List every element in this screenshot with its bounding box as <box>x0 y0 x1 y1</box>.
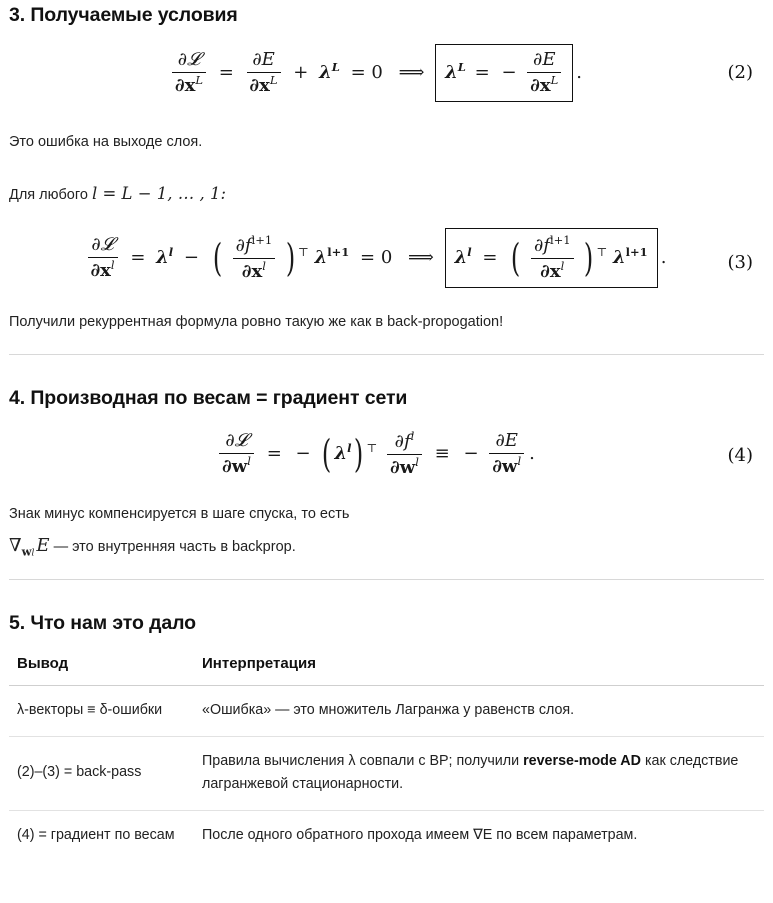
eq3-lhs-numerator: ∂𝓛 <box>88 235 118 258</box>
eq2-period: . <box>576 62 583 84</box>
divider-after-section-4 <box>9 579 764 580</box>
eq3-lambda: $\lambda^l$ <box>156 245 174 269</box>
eq4-equivalent: ≡ <box>434 443 450 465</box>
eq2-boxed-minus: − <box>501 62 517 84</box>
interpretation-text: Правила вычисления λ совпали с BP; получили <box>202 752 524 769</box>
eq3-period: . <box>660 247 667 269</box>
eq3-paren-open: ( <box>212 235 222 281</box>
table-cell-term: (2)–(3) = back-pass <box>9 736 194 810</box>
eq2-lhs-denominator: $\partial x^L$ <box>174 72 203 96</box>
interpretation-text-tail: как следствие лагранжевой стационарности. <box>202 752 739 793</box>
eq4-paren-open: ( <box>322 431 332 477</box>
table-header-row <box>9 655 764 686</box>
eq2-equals-1: = <box>218 62 234 84</box>
table-body <box>9 686 764 861</box>
eq3-jacobian-numerator: $\partial f^{l+1}$ <box>233 234 276 259</box>
eq4-lhs-numerator: ∂𝓛 <box>219 431 254 454</box>
eq2-boxed-numerator: ∂E <box>527 50 561 73</box>
paragraph-error-at-layer-output: Это ошибка на выходе слоя. <box>9 134 203 150</box>
eq4-equals: = <box>266 443 282 465</box>
eq2-boxed-result <box>435 44 573 102</box>
eq4-f-fraction <box>387 430 422 478</box>
summary-table-container <box>9 655 764 860</box>
eq4-minus-2: − <box>463 443 479 465</box>
table-row <box>9 736 764 810</box>
eq4-period: . <box>529 443 535 465</box>
eq3-equals-zero: = 0 <box>360 247 393 269</box>
eq3-lhs-fraction <box>88 235 118 281</box>
eq3-lambda-next: $\lambda^{l+1}$ <box>314 245 350 269</box>
eq3-lhs-denominator: $\partial x^l$ <box>90 257 115 281</box>
for-any-range: l = L − 1, … , 1: <box>91 184 227 203</box>
eq3-boxed-lambda-next: $\lambda^{l+1}$ <box>613 245 648 269</box>
eq4-transpose: ⊤ <box>366 441 378 456</box>
paragraph-minus-sign-compensation: Знак минус компенсируется в шаге спуска, то есть <box>9 506 350 522</box>
eq4-f-numerator: $\partial f^l$ <box>387 430 422 455</box>
eq4-lambda: $\lambda^l$ <box>334 441 352 465</box>
eq2-plus: + <box>293 62 309 84</box>
table-cell-interpretation <box>194 736 764 810</box>
eq3-equals-1: = <box>130 247 146 269</box>
interpretation-emphasis: reverse-mode AD <box>523 752 641 769</box>
interpretation-text: «Ошибка» — это множитель Лагранжа у равенств слоя. <box>202 702 575 718</box>
equation-3 <box>0 228 755 288</box>
table-header-conclusion: Вывод <box>9 655 194 686</box>
equation-4-tag: (4) <box>727 445 753 466</box>
section-heading-3: 3. Получаемые условия <box>9 4 238 26</box>
nabla-w-E-symbol: $\nabla_{wl}$ E <box>9 535 50 559</box>
for-any-label: Для любого <box>9 187 88 203</box>
paragraph-for-any-l <box>9 181 226 207</box>
table-cell-interpretation <box>194 686 764 737</box>
eq3-jacobian-fraction <box>233 234 276 282</box>
eq2-lhs-numerator: ∂𝓛 <box>172 50 206 73</box>
eq4-minus: − <box>295 443 311 465</box>
equation-3-tag: (3) <box>727 252 753 273</box>
eq3-boxed-jacobian-numerator: $\partial f^{l+1}$ <box>531 234 574 259</box>
eq3-implies: ⟹ <box>408 247 434 269</box>
eq2-rhs-denominator: $\partial x^L$ <box>249 72 278 96</box>
eq3-boxed-jacobian-denominator: $\partial x^l$ <box>540 258 565 282</box>
eq2-implies: ⟹ <box>398 62 425 84</box>
eq4-paren-close: ) <box>354 431 364 477</box>
eq3-minus: − <box>183 247 199 269</box>
eq4-lhs-denominator: $\partial w^l$ <box>222 453 251 477</box>
eq4-f-denominator: $\partial w^l$ <box>390 454 419 478</box>
eq4-e-numerator: ∂E <box>489 431 524 454</box>
table-cell-term: λ-векторы ≡ δ-ошибки <box>9 686 194 737</box>
paragraph-recurrent-formula: Получили рекуррентная формула ровно такую же как в back-propogation! <box>9 314 504 330</box>
equation-2-expression <box>170 49 585 96</box>
eq2-rhs-numerator: ∂E <box>247 50 281 73</box>
summary-table <box>9 655 764 860</box>
eq2-boxed-equals: = <box>474 62 490 84</box>
table-row <box>9 686 764 737</box>
eq3-paren-close: ) <box>285 235 296 281</box>
eq2-equals-zero: = 0 <box>350 62 383 84</box>
eq2-boxed-denominator: $\partial x^L$ <box>530 72 559 96</box>
table-cell-term: (4) = градиент по весам <box>17 826 175 843</box>
equation-2-tag: (2) <box>727 62 753 83</box>
eq2-boxed-fraction <box>527 50 561 96</box>
equation-2 <box>0 44 755 102</box>
section-heading-5: 5. Что нам это дало <box>9 612 196 634</box>
eq3-jacobian-denominator: $\partial x^l$ <box>241 258 266 282</box>
divider-after-section-3 <box>9 354 764 355</box>
eq3-boxed-lambda: $\lambda^l$ <box>454 245 472 269</box>
equation-3-expression <box>86 233 670 282</box>
eq3-transpose: ⊤ <box>298 245 309 260</box>
eq3-boxed-paren-open: ( <box>511 235 521 281</box>
section-heading-4: 4. Производная по весам = градиент сети <box>9 387 408 409</box>
eq4-e-fraction <box>489 431 524 477</box>
table-header-interpretation: Интерпретация <box>194 655 764 686</box>
eq4-e-denominator: $\partial w^l$ <box>492 453 522 477</box>
equation-4 <box>0 430 755 478</box>
paragraph-grad-inner-part <box>9 532 296 562</box>
eq2-boxed-lambda: $\lambda^L$ <box>445 60 466 84</box>
interpretation-text: После одного обратного прохода имеем ∇E по всем параметрам. <box>202 826 638 843</box>
eq3-boxed-transpose: ⊤ <box>596 245 608 260</box>
eq4-lhs-fraction <box>219 431 254 477</box>
eq3-boxed-equals: = <box>482 247 498 269</box>
equation-4-expression <box>217 429 538 478</box>
table-row <box>9 810 764 860</box>
eq2-lhs-fraction <box>172 50 206 96</box>
eq2-lambda: $\lambda^L$ <box>319 60 340 84</box>
eq3-boxed-paren-close: ) <box>584 235 594 281</box>
table-cell-interpretation <box>194 810 764 860</box>
grad-explanation-text: — это внутренняя часть в backprop. <box>53 539 296 555</box>
eq3-boxed-result <box>445 228 658 288</box>
eq3-boxed-jacobian-fraction <box>531 234 574 282</box>
eq2-rhs-fraction <box>247 50 281 96</box>
